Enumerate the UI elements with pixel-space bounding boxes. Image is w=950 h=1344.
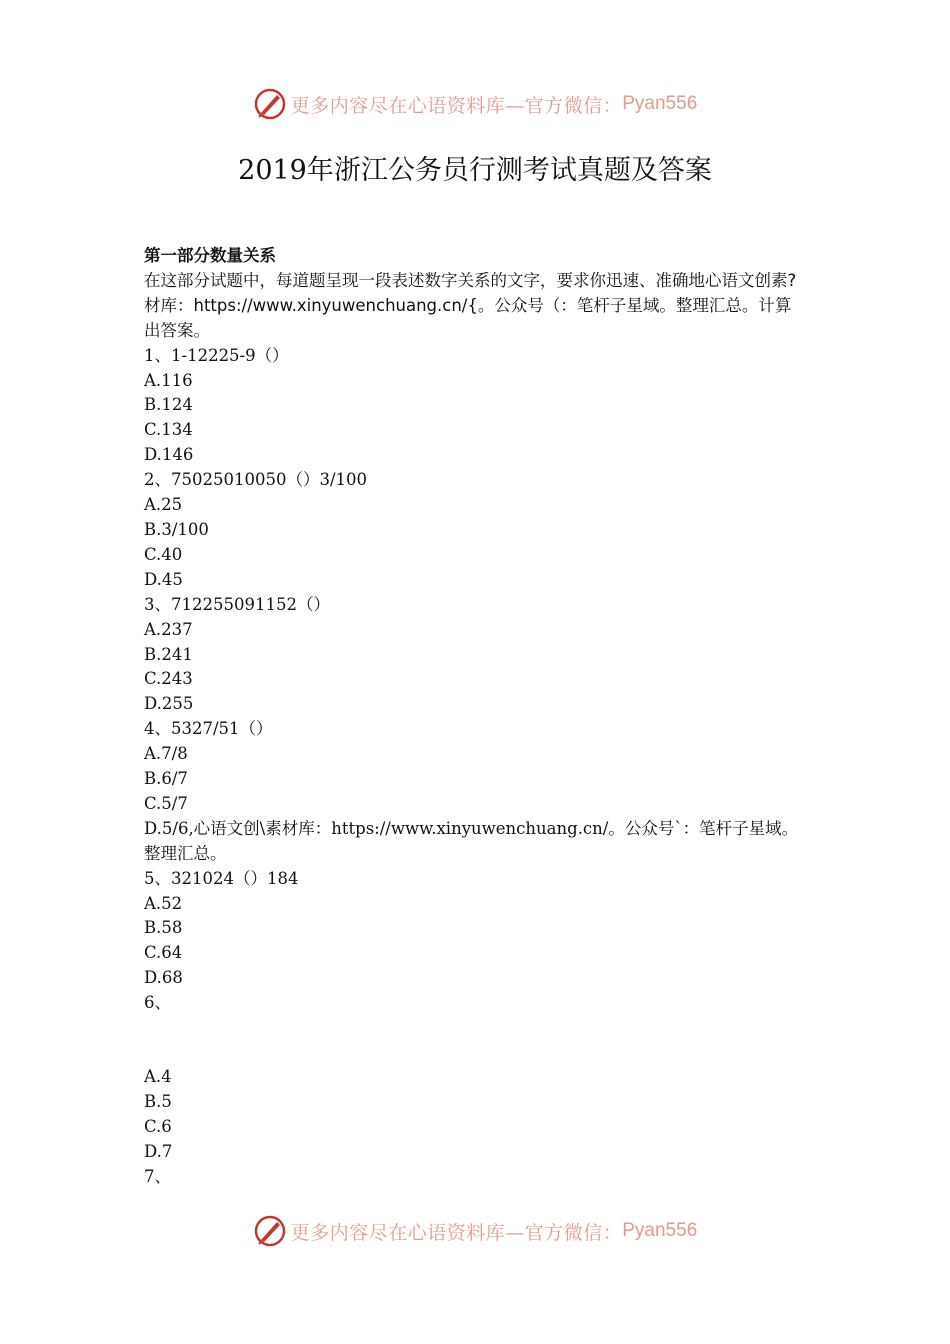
header-banner	[0, 84, 950, 124]
figure-placeholder	[144, 1016, 834, 1065]
footer-banner	[0, 1211, 950, 1251]
answer-option: C.6	[144, 1116, 172, 1136]
answer-option: C.243	[144, 669, 193, 689]
question-stem: 2、75025010050（）3/100	[144, 470, 368, 490]
question-stem: 5、321024（）184	[144, 868, 299, 888]
answer-option: A.4	[144, 1067, 172, 1087]
question-stem: 3、712255091152（）	[144, 594, 330, 614]
answer-option: B.5	[144, 1092, 172, 1111]
document-title: 2019年浙江公务员行测考试真题及答案	[238, 155, 712, 186]
banner-text: 更多内容尽在心语资料库—官方微信：	[290, 94, 623, 117]
document-body	[144, 244, 834, 1190]
intro-line: 材库：https://www.xinyuwenchuang.cn/{。公众号（：笔杆子星域。整理汇总。计算	[144, 295, 792, 315]
wechat-id: Pyan556	[622, 93, 698, 114]
answer-option: B.124	[144, 395, 193, 415]
answer-option: C.134	[144, 420, 193, 440]
answer-option: D.45	[144, 569, 183, 589]
answer-option: D.5/6,心语文创\素材库：https://www.xinyuwenchuang.cn/。公众号`：笔杆子星域。	[144, 818, 799, 838]
question-stem: 4、5327/51（）	[144, 719, 273, 739]
banner-text: 更多内容尽在心语资料库—官方微信：	[290, 1221, 623, 1244]
option-continuation: 整理汇总。	[144, 843, 227, 863]
answer-option: D.146	[144, 445, 194, 465]
question-stem: 6、	[144, 993, 171, 1013]
answer-option: A.116	[144, 370, 193, 390]
answer-option: B.58	[144, 918, 183, 938]
answer-option: D.7	[144, 1141, 173, 1161]
answer-option: B.6/7	[144, 769, 188, 789]
answer-option: C.40	[144, 544, 183, 564]
quill-logo-icon	[253, 87, 287, 121]
intro-line: 在这部分试题中，每道题呈现一段表述数字关系的文字，要求你迅速、准确地心语文创素?	[144, 270, 797, 290]
answer-option: B.3/100	[144, 519, 209, 539]
answer-option: A.52	[144, 893, 183, 913]
wechat-id: Pyan556	[622, 1220, 698, 1241]
answer-option: C.64	[144, 943, 183, 963]
answer-option: A.25	[144, 495, 183, 515]
intro-line: 出答案。	[144, 320, 210, 340]
question-stem: 7、	[144, 1166, 171, 1186]
answer-option: D.68	[144, 968, 183, 988]
question-stem: 1、1-12225-9（）	[144, 345, 289, 365]
answer-option: D.255	[144, 694, 194, 714]
answer-option: B.241	[144, 644, 193, 664]
answer-option: A.237	[144, 619, 193, 639]
answer-option: C.5/7	[144, 793, 188, 813]
answer-option: A.7/8	[144, 744, 188, 764]
quill-logo-icon	[253, 1214, 287, 1248]
section-heading: 第一部分数量关系	[144, 246, 276, 265]
